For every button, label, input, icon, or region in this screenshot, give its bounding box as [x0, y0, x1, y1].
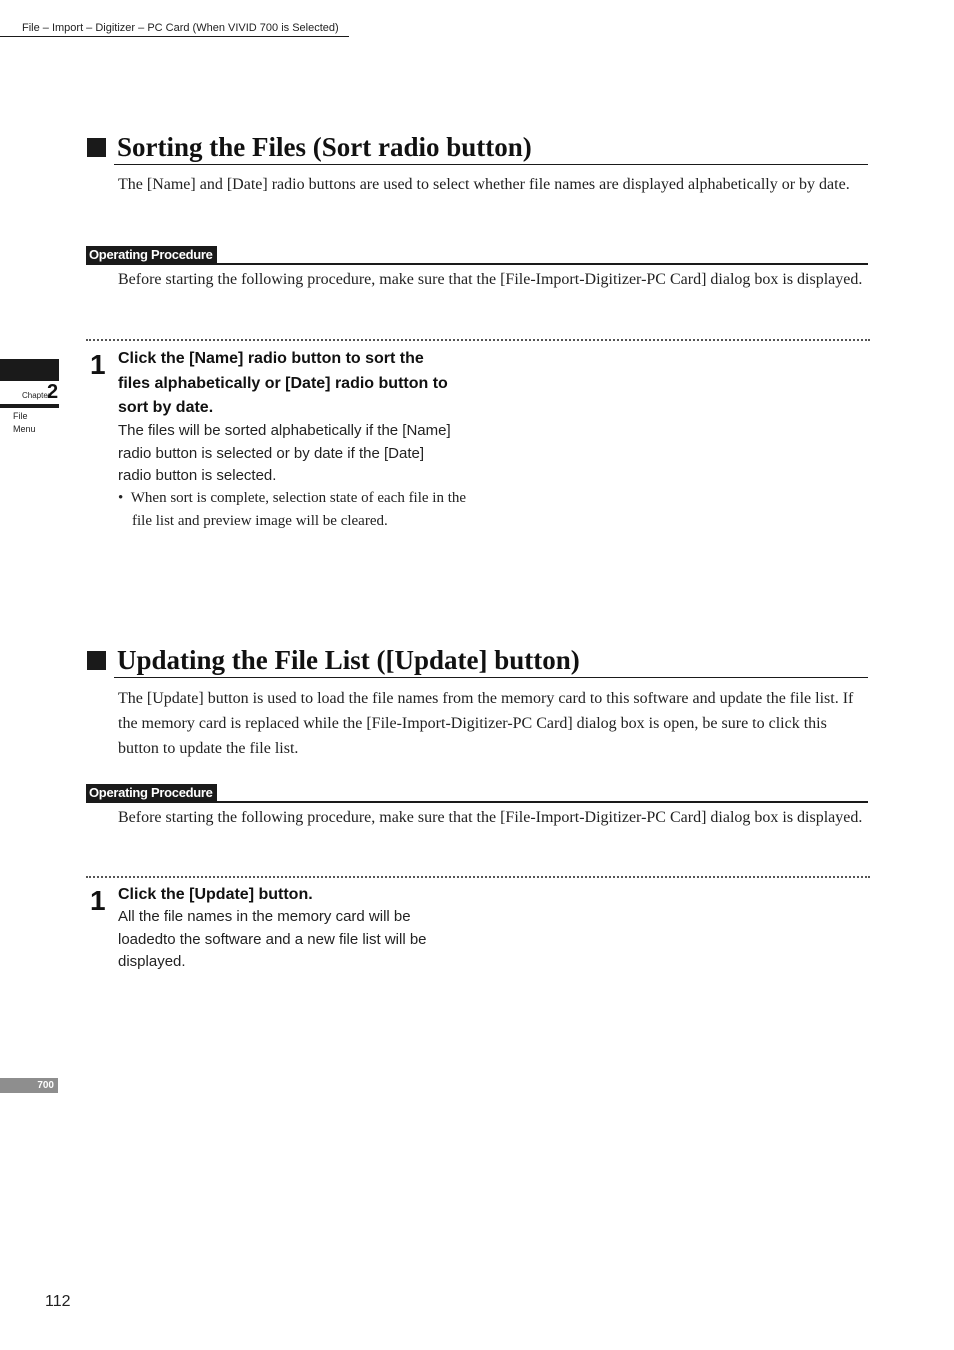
side-section-label-file: File	[13, 411, 28, 421]
model-badge: 700	[0, 1078, 58, 1093]
side-section-label-menu: Menu	[13, 424, 36, 434]
operating-procedure-label: Operating Procedure	[86, 784, 217, 801]
step-heading: Click the [Name] radio button to sort the files alphabetically or [Date] radio button to sort by date.	[118, 350, 448, 416]
section-bullet-icon	[87, 138, 106, 157]
page-number: 112	[45, 1293, 71, 1310]
step-description: The files will be sorted alphabetically if the [Name] radio button is selected or by date if the [Date] radio button is selected.	[118, 422, 451, 484]
operating-procedure-rule	[86, 263, 868, 265]
chapter-tab-bar	[0, 359, 59, 381]
step-description: All the file names in the memory card will be loadedto the software and a new file list will be displayed.	[118, 908, 427, 970]
chapter-number: 2	[47, 381, 59, 403]
operating-procedure-rule	[86, 801, 868, 803]
section-title-rule	[114, 677, 868, 678]
step-note: • When sort is complete, selection state of each file in the file list and preview image will be cleared.	[118, 490, 467, 529]
section-intro: The [Update] button is used to load the file names from the memory card to this software and update the file list. If the memory card is replaced while the [File-Import-Digitizer-PC Card] dialog box is open, be sure to click this button to update the file list.	[118, 690, 854, 757]
section-title-update: Updating the File List ([Update] button)	[117, 645, 580, 675]
section-title-sort: Sorting the Files (Sort radio button)	[117, 132, 532, 162]
dotted-divider	[86, 339, 870, 341]
step-number: 1	[90, 885, 106, 916]
procedure-precondition: Before starting the following procedure, make sure that the [File-Import-Digitizer-PC Card] dialog box is displayed.	[118, 809, 863, 826]
section-title-rule	[114, 164, 868, 165]
step-heading: Click the [Update] button.	[118, 886, 313, 903]
operating-procedure-label: Operating Procedure	[86, 246, 217, 263]
running-header: File – Import – Digitizer – PC Card (When VIVID 700 is Selected)	[0, 20, 349, 37]
chapter-tab-line	[0, 404, 59, 408]
section-bullet-icon	[87, 651, 106, 670]
procedure-precondition: Before starting the following procedure, make sure that the [File-Import-Digitizer-PC Card] dialog box is displayed.	[118, 271, 863, 288]
section-intro: The [Name] and [Date] radio buttons are used to select whether file names are displayed alphabetically or by date.	[118, 176, 850, 193]
step-number: 1	[90, 349, 106, 380]
dotted-divider	[86, 876, 870, 878]
chapter-label: Chapter	[22, 391, 51, 400]
